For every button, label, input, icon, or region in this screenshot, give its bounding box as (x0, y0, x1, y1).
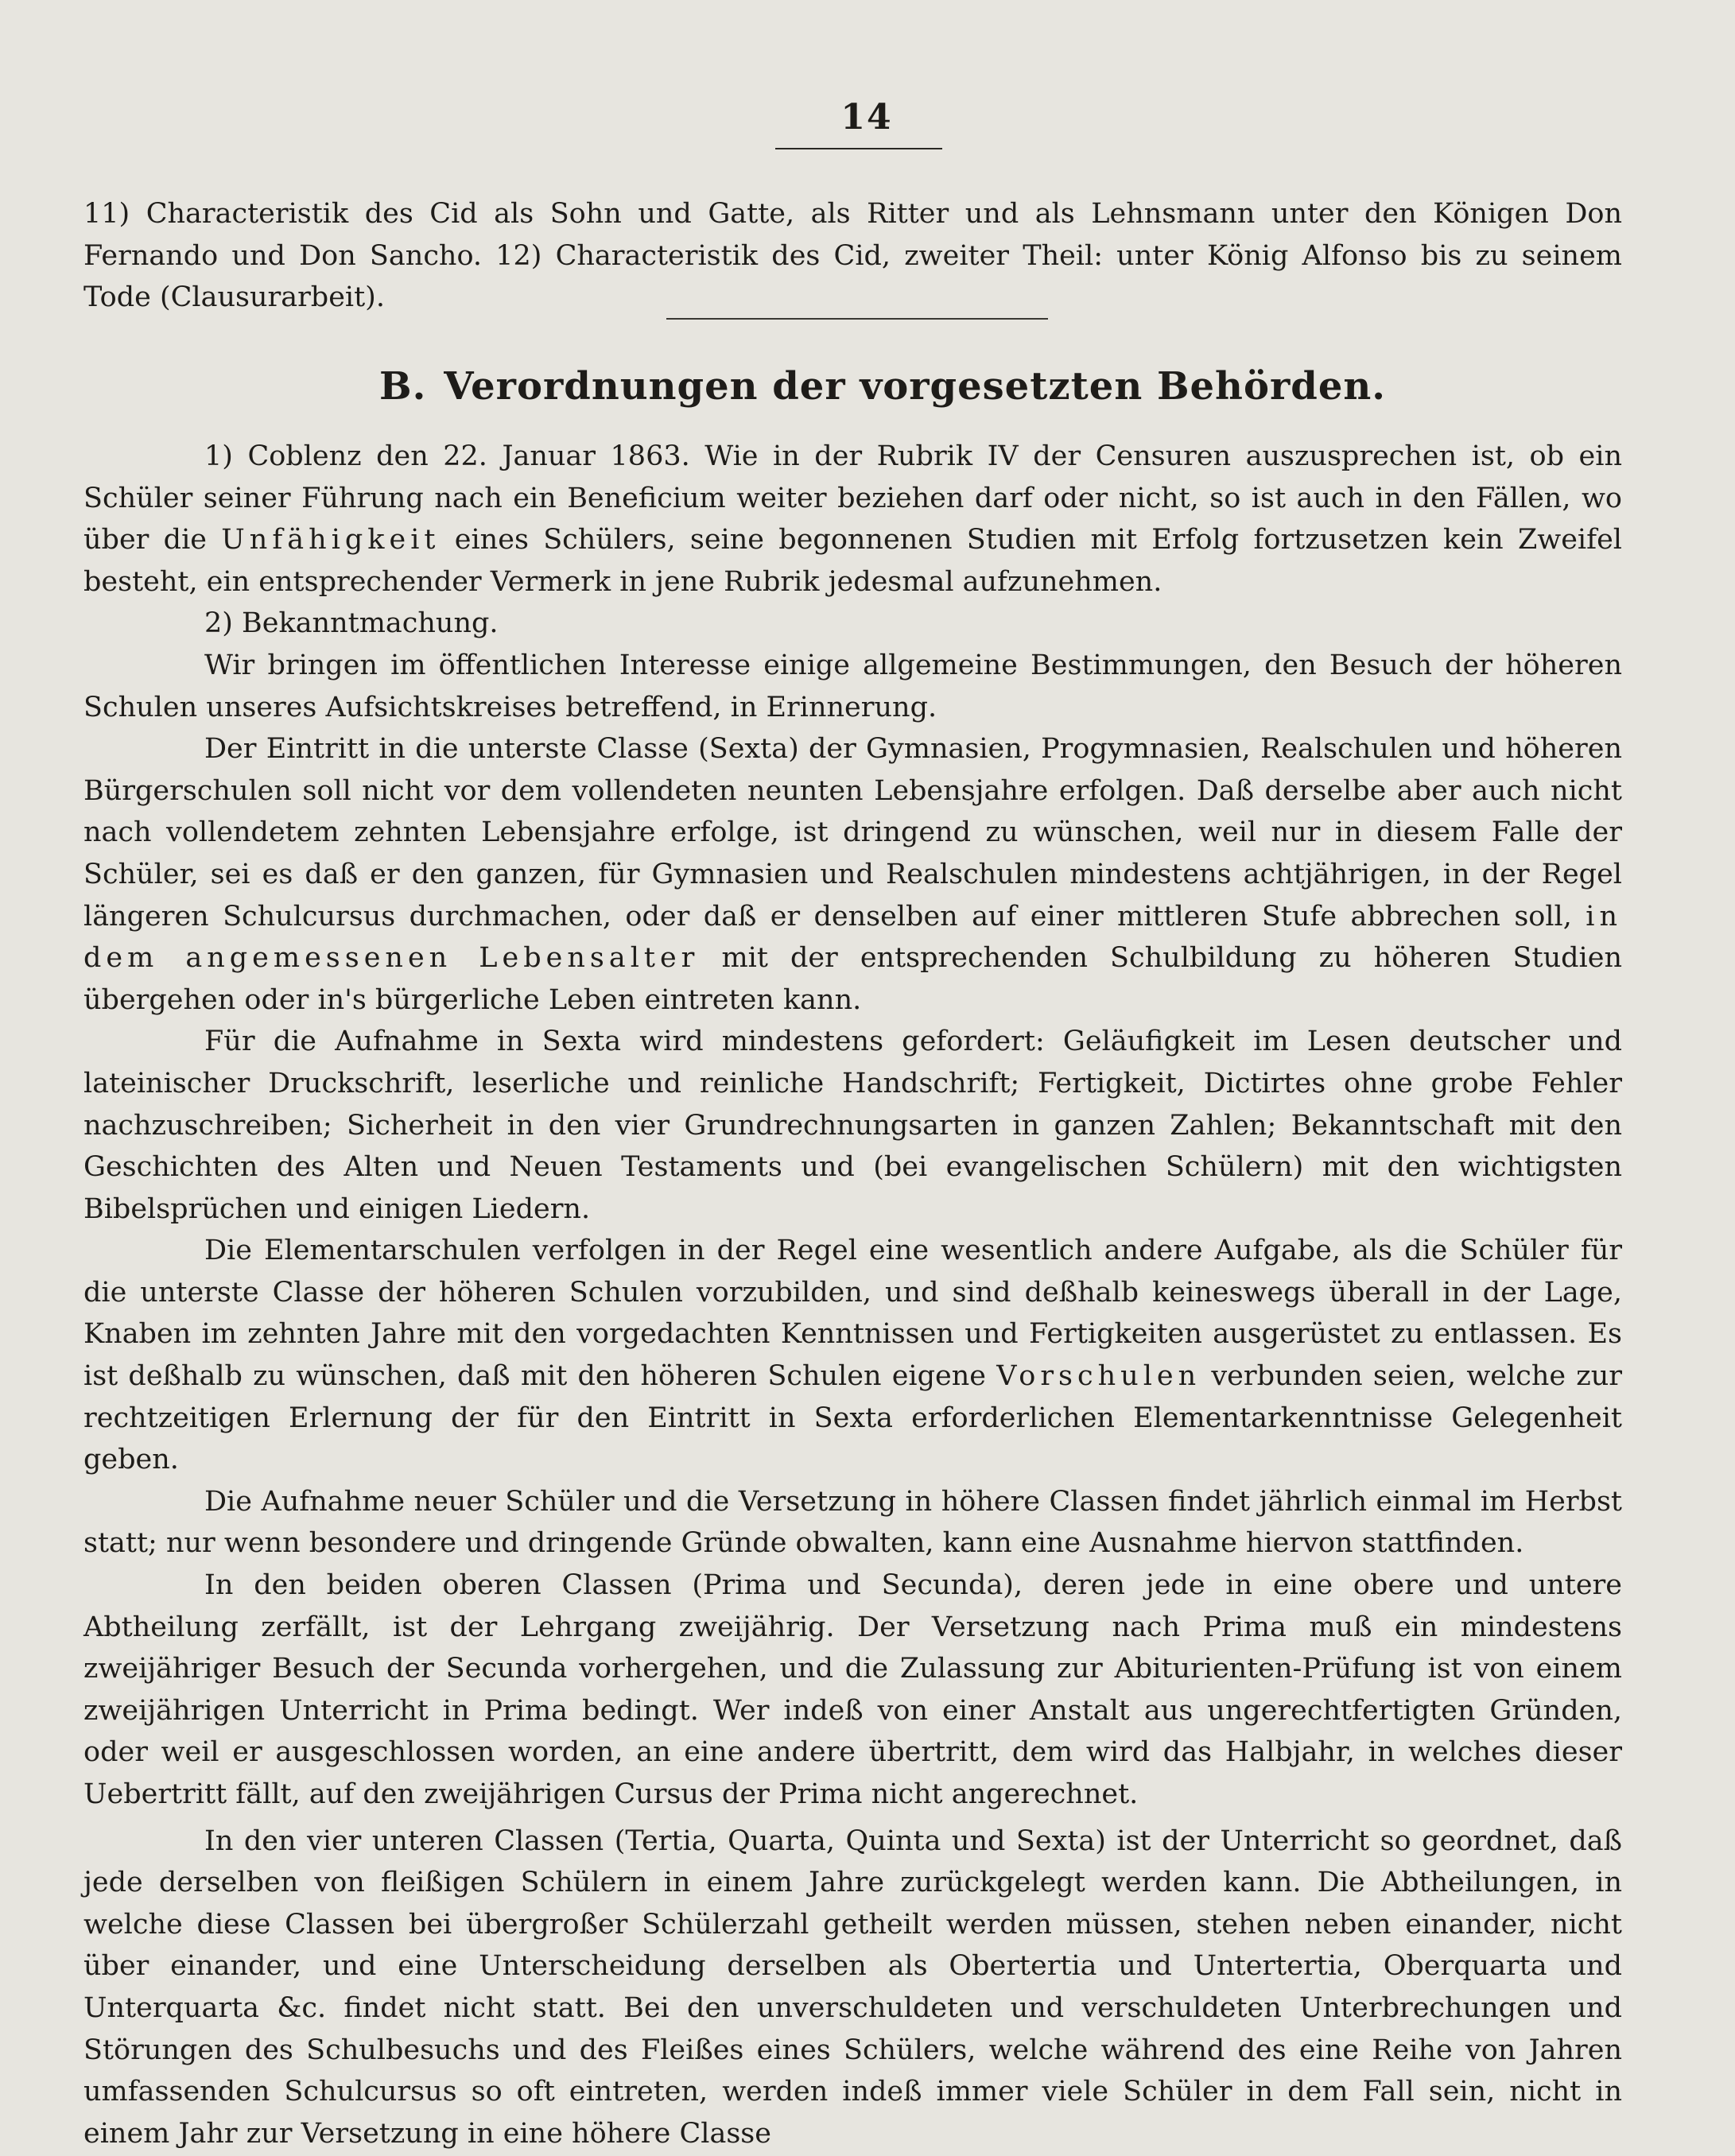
paragraph-2: 2) Bekanntmachung. (204, 607, 499, 640)
paragraph-4-text-a: Der Eintritt in die unterste Classe (Sexta) der Gymnasien, Progymnasien, Realschulen und höheren Bürgerschulen soll nicht vor dem vollendeten neunten Lebensjahre erfolgen. Daß derselbe aber auch nicht nach vollendetem zehnten Lebensjahre erfolge, ist dringend zu wünschen, weil nur in diesem Falle der Schüler, sei es daß er den ganzen, für Gymnasien und Realschulen mindestens achtjährigen, in der Regel längeren Schulcursus durchmachen, oder daß er denselben auf einer mittleren Stufe abbrechen soll, (83, 733, 1622, 933)
section-heading (207, 364, 1558, 409)
paragraph-1-text-a: 1) Coblenz den 22. Januar 1863. Wie in der Rubrik IV der Censuren auszusprechen ist, ob ein Schüler seiner Führung nach ein Beneficium weiter beziehen darf oder nicht, so ist auch in den Fällen, wo über die (83, 440, 1622, 556)
paragraph-1-emphasis: Unfähigkeit (221, 524, 441, 556)
section-title: Verordnungen der vorgesetzten Behörden. (444, 364, 1386, 409)
section-divider (666, 318, 1048, 320)
paragraph-4 (83, 728, 1622, 1021)
section-letter: B. (379, 364, 427, 409)
paragraph-6-emphasis: Vorschulen (996, 1360, 1201, 1393)
paragraph-6-text-b: verbunden seien, welche zur rechtzeitigen Erlernung der für den Eintritt in Sexta erforderlichen Elementarkenntnisse Gelegenheit geben. (83, 1360, 1622, 1476)
paragraph-4-text-b: mit der entsprechenden Schulbildung zu höheren Studien übergehen oder in's bürgerliche Leben eintreten kann. (83, 942, 1622, 1016)
paragraph-9: In den vier unteren Classen (Tertia, Quarta, Quinta und Sexta) ist der Unterricht so geordnet, daß jede derselben von fleißigen Schülern in einem Jahre zurückgelegt werden kann. Die Abtheilungen, in welche diese Classen bei übergroßer Schülerzahl getheilt werden müssen, stehen neben einander, nicht über einander, und eine Unterscheidung derselben als Obertertia und Untertertia, Oberquarta und Unterquarta &c. findet nicht statt. Bei den unverschuldeten und verschuldeten Unterbrechungen und Störungen des Schulbesuchs und des Fleißes eines Schülers, welche während des eine Reihe von Jahren umfassenden Schulcursus so oft eintreten, werden indeß immer viele Schüler in dem Fall sein, nicht in einem Jahr zur Versetzung in eine höhere Classe (83, 1824, 1622, 2150)
main-text (83, 436, 1622, 2154)
paragraph-1 (83, 436, 1622, 603)
paragraph-3: Wir bringen im öffentlichen Interesse einige allgemeine Bestimmungen, den Besuch der höheren Schulen unseres Aufsichtskreises betreffend, in Erinnerung. (83, 649, 1622, 723)
paragraph-6-text-a: Die Elementarschulen verfolgen in der Regel eine wesentlich andere Aufgabe, als die Schüler für die unterste Classe der höheren Schulen vorzubilden, und sind deßhalb keineswegs überall in der Lage, Knaben im zehnten Jahre mit den vorgedachten Kenntnissen und Fertigkeiten ausgerüstet zu entlassen. Es ist deßhalb zu wünschen, daß mit den höheren Schulen eigene (83, 1235, 1622, 1393)
paragraph-4-emphasis: in dem angemessenen Lebensalter (83, 900, 1622, 975)
paragraph-7: Die Aufnahme neuer Schüler und die Versetzung in höhere Classen findet jährlich einmal im Herbst statt; nur wenn besondere und dringende Gründe obwalten, kann eine Ausnahme hiervon stattfinden. (83, 1485, 1622, 1560)
paragraph-5: Für die Aufnahme in Sexta wird mindestens gefordert: Geläufigkeit im Lesen deutscher und lateinischer Druckschrift, leserliche und reinliche Handschrift; Fertigkeit, Dictirtes ohne grobe Fehler nachzuschreiben; Sicherheit in den vier Grundrechnungsarten in ganzen Zahlen; Bekanntschaft mit den Geschichten des Alten und Neuen Testaments und (bei evangelischen Schülern) mit den wichtigsten Bibelsprüchen und einigen Liedern. (83, 1026, 1622, 1225)
carryover-block (83, 193, 1622, 319)
page-number: 14 (840, 97, 893, 138)
paragraph-6 (83, 1230, 1622, 1481)
page-number-rule (775, 148, 942, 149)
carryover-paragraph: 11) Characteristik des Cid als Sohn und Gatte, als Ritter und als Lehnsmann unter den Königen Don Fernando und Don Sancho. 12) Characteristik des Cid, zweiter Theil: unter König Alfonso bis zu seinem Tode (Clausurarbeit). (83, 198, 1622, 314)
paragraph-1-text-b: eines Schülers, seine begonnenen Studien mit Erfolg fortzusetzen kein Zweifel besteht, ein entsprechender Vermerk in jene Rubrik jedesmal aufzunehmen. (83, 524, 1622, 598)
paragraph-8: In den beiden oberen Classen (Prima und Secunda), deren jede in eine obere und untere Abtheilung zerfällt, ist der Lehrgang zweijährig. Der Versetzung nach Prima muß ein mindestens zweijähriger Besuch der Secunda vorhergehen, und die Zulassung zur Abiturienten-Prüfung ist von einem zweijährigen Unterricht in Prima bedingt. Wer indeß von einer Anstalt aus ungerechtfertigten Gründen, oder weil er ausgeschlossen worden, an eine andere übertritt, dem wird das Halbjahr, in welches dieser Uebertritt fällt, auf den zweijährigen Cursus der Prima nicht angerechnet. (83, 1569, 1622, 1810)
